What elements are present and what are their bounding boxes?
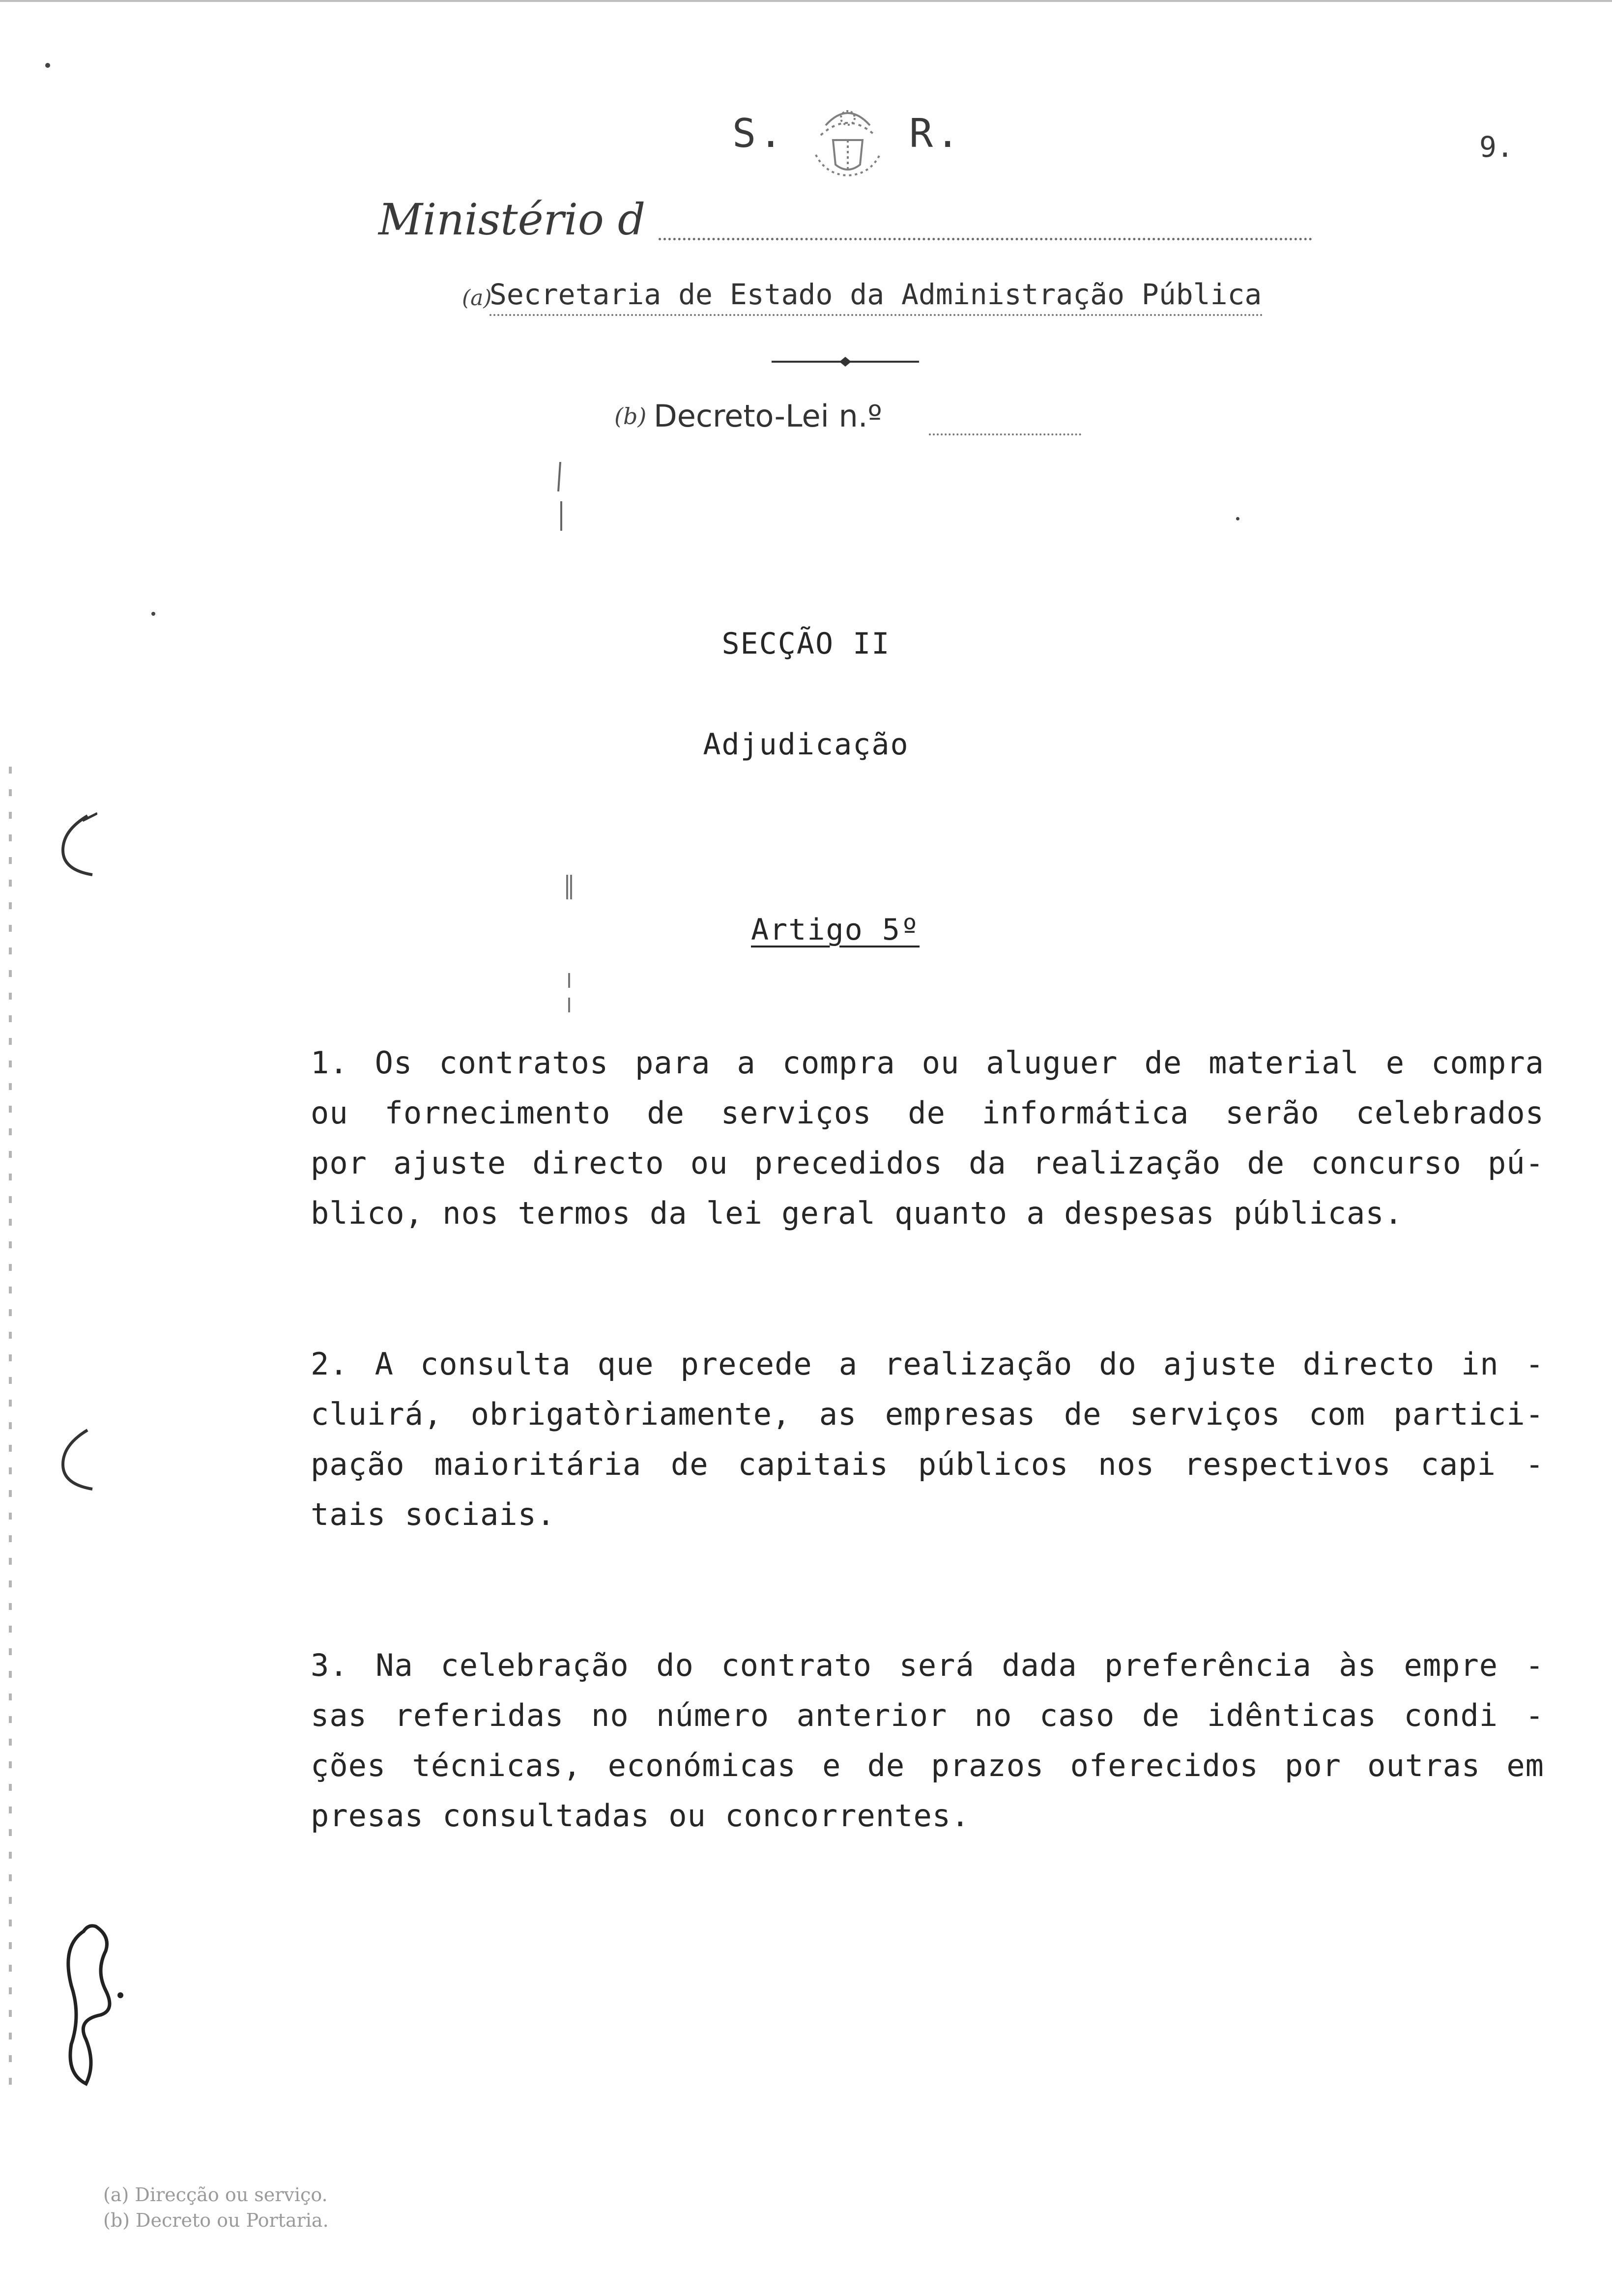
decreto-lei-line xyxy=(614,398,1081,442)
paragraph-line: sas referidas no número anterior no caso de idênticas condi - xyxy=(311,1697,1544,1733)
margin-bracket-mark xyxy=(53,1425,97,1494)
paragraph-line: blico, nos termos da lei geral quanto a despesas públicas. xyxy=(311,1195,1403,1231)
section-subheading: Adjudicação xyxy=(703,727,909,762)
section-heading: SECÇÃO II xyxy=(721,627,891,661)
paragraph-line: ções técnicas, económicas e de prazos oferecidos por outras em xyxy=(311,1748,1544,1783)
paragraph-line: pação maioritária de capitais públicos nos respectivos capi - xyxy=(311,1446,1544,1482)
footnote-a: (a) Direcção ou serviço. xyxy=(103,2184,328,2206)
decreto-lei-label: Decreto-Lei n.º xyxy=(654,398,882,434)
secretaria-footnote-marker: (a) xyxy=(462,286,492,311)
paragraph-line: cluirá, obrigatòriamente, as empresas de serviços com partici- xyxy=(311,1396,1544,1432)
paragraph-line: 1. Os contratos para a compra ou aluguer de material e compra xyxy=(311,1045,1544,1081)
letterhead-emblem-row xyxy=(713,96,988,179)
secretaria-text: Secretaria de Estado da Administração Pública xyxy=(489,278,1262,311)
letterhead-initial-left: S. xyxy=(732,111,786,156)
paragraph-line: por ajuste directo ou precedidos da realização de concurso pú- xyxy=(311,1145,1544,1181)
ministry-line xyxy=(378,194,1312,248)
paragraph-1 xyxy=(311,1038,1544,1238)
handwritten-signature xyxy=(57,1917,150,2094)
pencil-tick-mark xyxy=(550,462,570,531)
secretaria-fill-line xyxy=(489,314,1263,316)
secretaria-line xyxy=(462,278,1263,317)
page-number: 9. xyxy=(1479,130,1514,164)
coat-of-arms-seal xyxy=(806,96,890,179)
letterhead-initial-right: R. xyxy=(909,111,963,156)
decreto-footnote-marker: (b) xyxy=(614,403,647,430)
paragraph-line: tais sociais. xyxy=(311,1496,556,1532)
ministry-label: Ministério d xyxy=(378,194,646,245)
scan-top-edge xyxy=(0,0,1612,2)
pencil-tick-mark xyxy=(560,875,580,1012)
paragraph-3 xyxy=(311,1640,1544,1841)
scan-speck xyxy=(45,63,50,68)
margin-bracket-mark xyxy=(53,811,97,880)
ministry-fill-line xyxy=(659,238,1312,240)
ornament-divider xyxy=(772,357,919,367)
paragraph-line: ou fornecimento de serviços de informática serão celebrados xyxy=(311,1095,1544,1131)
scan-speck xyxy=(151,612,155,616)
scan-speck xyxy=(1236,517,1239,520)
article-heading: Artigo 5º xyxy=(751,913,920,947)
decreto-number-fill-line xyxy=(929,433,1081,435)
paragraph-line: presas consultadas ou concorrentes. xyxy=(311,1798,970,1834)
scan-left-perforation xyxy=(9,767,12,2094)
footnote-b: (b) Decreto ou Portaria. xyxy=(103,2210,329,2231)
footnotes xyxy=(103,2182,329,2233)
paragraph-line: 3. Na celebração do contrato será dada preferência às empre - xyxy=(311,1647,1544,1683)
paragraph-line: 2. A consulta que precede a realização do ajuste directo in - xyxy=(311,1346,1544,1382)
paragraph-2 xyxy=(311,1339,1544,1540)
